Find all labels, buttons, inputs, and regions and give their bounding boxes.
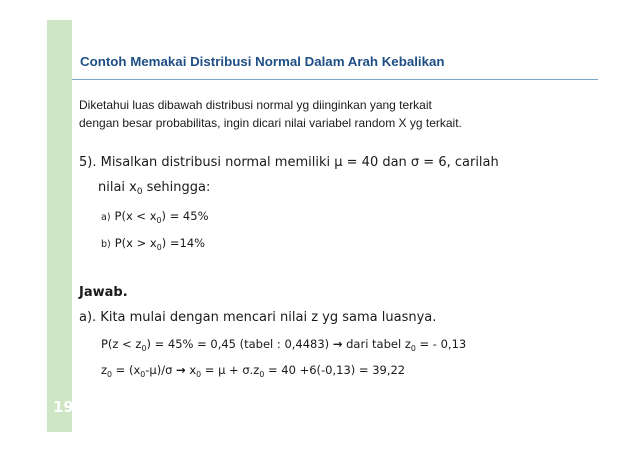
problem-statement-continued: nilai $x_0$ sehingga: — [98, 180, 211, 197]
right-arrow-icon: → — [332, 337, 343, 351]
slide-number: 19 — [53, 398, 74, 416]
right-arrow-icon: → — [176, 363, 186, 377]
intro-text — [79, 96, 462, 132]
answer-line-1: a). Kita mulai dengan mencari nilai z yg sama luasnya. — [79, 310, 437, 325]
title-divider — [72, 79, 598, 80]
slide-title: Contoh Memakai Distribusi Normal Dalam Arah Kebalikan — [80, 54, 445, 69]
answer-line-2: $P(z < z_0) = 45\% = 0,45$ (tabel : 0,4483) → dari tabel $z_0$ = - 0,13 — [101, 337, 467, 353]
sub-question-a: a) $P(x < x_0) = 45\%$ — [101, 209, 209, 225]
sidebar-accent-bar — [47, 20, 72, 432]
sub-question-b: b) $P(x > x_0) =14\%$ — [101, 236, 206, 252]
problem-statement: 5). Misalkan distribusi normal memiliki µ = 40 dan σ = 6, carilah — [79, 155, 499, 170]
item-label-a: a) — [101, 212, 111, 223]
answer-line-3: $z_0 = (x_0-\mu)/\sigma \to x_0 = \mu + \sigma.z_0 = 40 +6(-0,13) = 39,22$ — [101, 363, 406, 379]
item-label-b: b) — [101, 239, 111, 250]
intro-line-1: Diketahui luas dibawah distribusi normal yg diinginkan yang terkait — [79, 98, 432, 112]
answer-heading: Jawab. — [79, 285, 128, 300]
intro-line-2: dengan besar probabilitas, ingin dicari nilai variabel random X yg terkait. — [79, 116, 462, 130]
